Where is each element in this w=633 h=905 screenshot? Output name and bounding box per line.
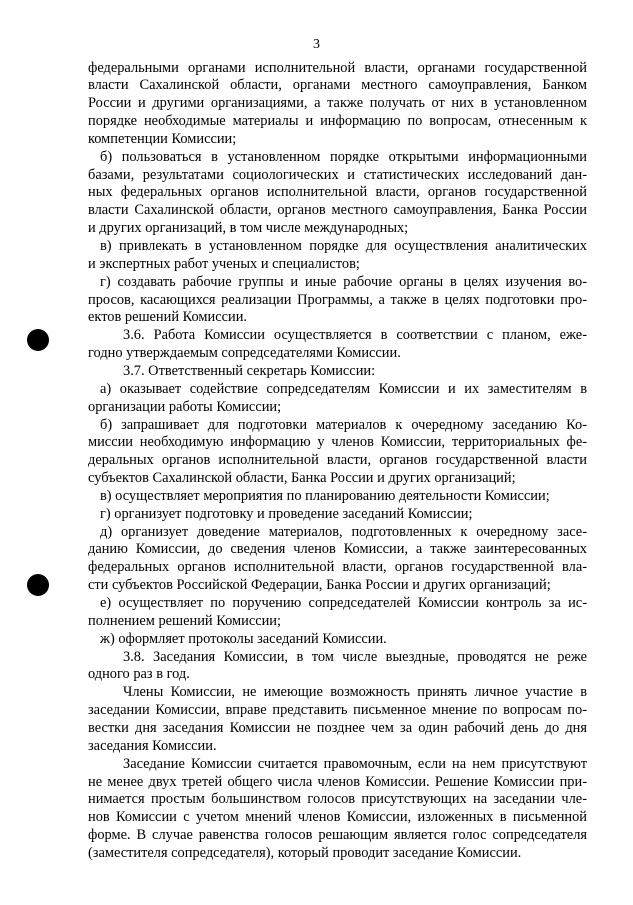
text-line: форме. В случае равенства голосов решающим является голос сопредседателя: [88, 827, 587, 844]
text-line: деральных органов исполнительной власти, органов государственной власти: [88, 452, 587, 469]
text-line: не менее двух третей общего числа членов Комиссии. Решение Комиссии при-: [88, 773, 587, 790]
text-line: федеральных органов исполнительной власти, органов государственной вла-: [88, 559, 587, 576]
text-line: власти Сахалинской области, органов местного самоуправления, Банка России: [88, 202, 587, 219]
text-line: нимается простым большинством голосов присутствующих на заседании чле-: [88, 791, 587, 808]
text-line: компетенции Комиссии;: [88, 130, 237, 147]
page-number: 3: [313, 37, 320, 52]
text-line: и экспертных работ ученых и специалистов;: [88, 255, 360, 272]
text-line: одного раз в год.: [88, 666, 190, 683]
text-line: Члены Комиссии, не имеющие возможность принять личное участие в: [123, 684, 587, 701]
text-line: 3.7. Ответственный секретарь Комиссии:: [123, 362, 376, 379]
text-line: миссии необходимую информацию у членов Комиссии, территориальных фе-: [88, 434, 587, 451]
text-line: порядке необходимые материалы и информацию по вопросам, отнесенным к: [88, 113, 587, 130]
punch-hole-bottom: [27, 574, 49, 596]
text-line: годно утверждаемым сопредседателями Комиссии.: [88, 345, 401, 362]
text-line: г) создавать рабочие группы и иные рабочие органы в целях изучения во-: [100, 273, 587, 290]
text-line: просов, касающихся реализации Программы, а также в целях подготовки про-: [88, 291, 587, 308]
punch-hole-top: [27, 329, 49, 351]
text-line: полнением решений Комиссии;: [88, 612, 282, 629]
text-line: заседании Комиссии, вправе представить письменное мнение по вопросам по-: [88, 702, 587, 719]
text-line: в) привлекать в установленном порядке для осуществления аналитических: [100, 238, 587, 254]
text-line: власти Сахалинской области, органами местного самоуправления, Банком: [88, 77, 587, 94]
text-line: (заместителя сопредседателя), который проводит заседание Комиссии.: [88, 844, 522, 861]
text-line: б) пользоваться в установленном порядке открытыми информационными: [100, 148, 587, 165]
text-line: сти субъектов Российской Федерации, Банка России и других организаций;: [88, 577, 551, 594]
text-line: организации работы Комиссии;: [88, 398, 282, 415]
text-line: е) осуществляет по поручению сопредседателей Комиссии контроль за ис-: [100, 595, 587, 611]
text-line: федеральными органами исполнительной власти, органами государственной: [88, 59, 587, 76]
text-line: данию Комиссии, до сведения членов Комиссии, а также заинтересованных: [88, 541, 587, 558]
text-line: 3.6. Работа Комиссии осуществляется в соответствии с планом, еже-: [123, 327, 587, 344]
text-line: субъектов Сахалинской области, Банка России и других организаций;: [88, 470, 516, 487]
text-line: вестки дня заседания Комиссии не позднее чем за один рабочий день до дня: [88, 719, 587, 736]
text-line: в) осуществляет мероприятия по планированию деятельности Комиссии;: [100, 487, 550, 504]
text-line: ектов решений Комиссии.: [88, 309, 248, 326]
text-line: и других организаций, в том числе международных;: [88, 220, 409, 237]
text-line: базами, результатами социологических и статистических исследований дан-: [88, 166, 587, 183]
text-line: ж) оформляет протоколы заседаний Комиссии.: [100, 630, 387, 647]
text-line: заседания Комиссии.: [88, 737, 217, 754]
text-line: г) организует подготовку и проведение заседаний Комиссии;: [100, 505, 473, 522]
text-line: а) оказывает содействие сопредседателям Комиссии и их заместителям в: [100, 380, 587, 397]
text-line: д) организует доведение материалов, подготовленных к очередному засе-: [100, 523, 587, 540]
text-line: нов Комиссии с учетом мнений членов Комиссии, изложенных в письменной: [88, 809, 587, 826]
text-line: ных федеральных органов исполнительной власти, органов государственной: [88, 184, 587, 201]
text-line: б) запрашивает для подготовки материалов к очередному заседанию Ко-: [100, 416, 587, 433]
text-line: 3.8. Заседания Комиссии, в том числе выездные, проводятся не реже: [123, 648, 587, 665]
text-line: Заседание Комиссии считается правомочным, если на нем присутствуют: [123, 755, 587, 772]
text-line: России и другими организациями, а также получать от них в установленном: [88, 95, 587, 112]
